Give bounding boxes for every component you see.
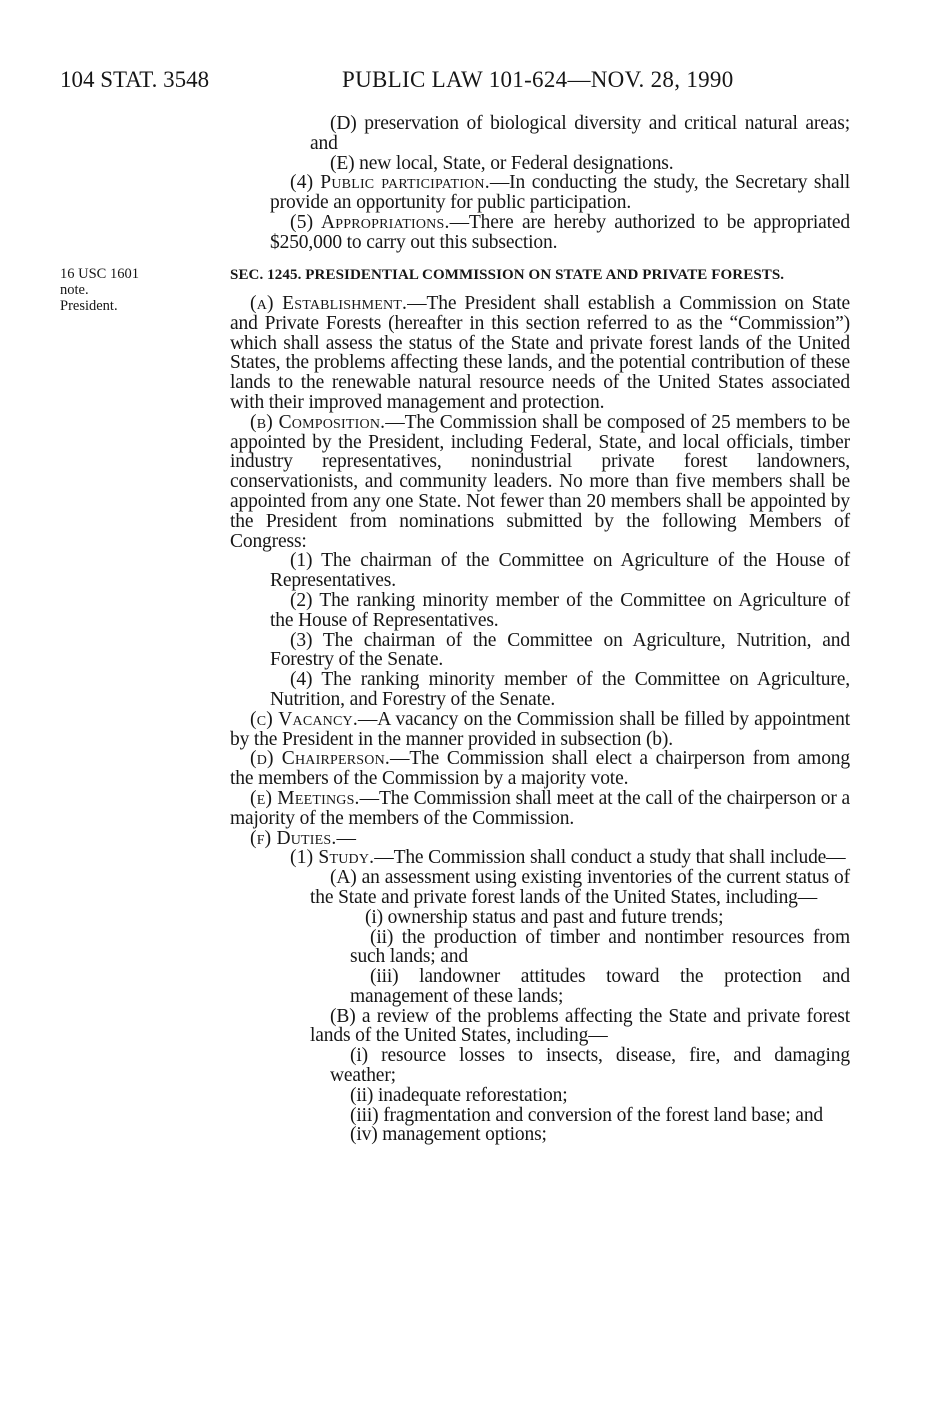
paragraph-f1-heading: (1) Study. [290,847,375,869]
clause-B-iii: (iii) fragmentation and conversion of the forest land base; and [350,1104,824,1126]
clause-d: (D) preservation of biological diversity and critical natural areas; and [310,113,850,154]
clause-e: (E) new local, State, or Federal designations. [330,152,674,174]
subsection-b-item-2: (2) The ranking minority member of the Committee on Agriculture of the House of Representatives. [270,589,850,631]
subsection-f: (f) Duties.— [250,827,356,849]
subsection-b: (b) Composition.—The Commission shall be composed of 25 members to be appointed by the President, including Federal, State, and local officials, timber industry representatives, nonindustrial private forest landowners, conservationists, and community leaders. No more than five members shall be appointed from any one State. Not fewer than 20 members shall be appointed by the President from nominations submitted by the following Members of Congress: [230,411,850,552]
subsection-a-heading: (a) Establishment. [250,293,408,314]
margin-note-usc: 16 USC 1601 [60,266,139,282]
continuation-block [230,114,850,253]
section-heading: SEC. 1245. PRESIDENTIAL COMMISSION ON STATE AND PRIVATE FORESTS. [230,267,785,283]
public-law-citation: PUBLIC LAW 101-624—NOV. 28, 1990 [342,67,734,92]
clause-B-i: (i) resource losses to insects, disease, fire, and damaging weather; [330,1045,850,1087]
clause-B-iv: (iv) management options; [350,1124,547,1146]
clause-A-iii: (iii) landowner attitudes toward the protection and management of these lands; [350,966,850,1007]
subsection-b-item-3: (3) The chairman of the Committee on Agriculture, Nutrition, and Forestry of the Senate. [270,629,850,671]
section-body [230,294,850,1145]
subsection-b-item-4: (4) The ranking minority member of the Committee on Agriculture, Nutrition, and Forestry of the Senate. [270,669,850,710]
subparagraph-A: (A) an assessment using existing inventories of the current status of the State and private forest lands of the United States, including— [310,867,850,908]
clause-B-ii: (ii) inadequate reforestation; [350,1084,568,1106]
subsection-e: (e) Meetings.—The Commission shall meet at the call of the chairperson or a majority of the members of the Commission. [230,787,850,829]
subsection-b-heading: (b) Composition. [250,411,386,433]
subsection-e-heading: (e) Meetings. [250,787,360,809]
subsection-b-item-1: (1) The chairman of the Committee on Agriculture of the House of Representatives. [270,550,850,592]
margin-note-president: President. [60,298,118,314]
clause-A-i: (i) ownership status and past and future trends; [365,906,724,928]
subsection-d: (d) Chairperson.—The Commission shall elect a chairperson from among the members of the Commission by a majority vote. [230,748,850,790]
subparagraph-B: (B) a review of the problems affecting the State and private forest lands of the United States, including— [310,1005,850,1047]
margin-note-note: note. [60,282,89,298]
subsection-c: (c) Vacancy.—A vacancy on the Commission shall be filled by appointment by the President in the manner provided in subsection (b). [230,708,850,750]
margin-note [60,266,220,314]
paragraph-5-heading: (5) Appropriations. [290,211,450,233]
subsection-c-heading: (c) Vacancy. [250,708,358,730]
paragraph-4: (4) Public participation.—In conducting the study, the Secretary shall provide an opportunity for public participation. [270,172,850,214]
clause-A-ii: (ii) the production of timber and nontimber resources from such lands; and [350,926,850,968]
subsection-d-heading: (d) Chairperson. [250,748,390,770]
paragraph-f1: (1) Study.—The Commission shall conduct a study that shall include— [290,847,846,869]
paragraph-4-heading: (4) Public participation. [290,172,490,194]
subsection-a: (a) Establishment.—The President shall establish a Commission on State and Private Forests (hereafter in this section referred to as the “Commission”) which shall assess the status of the State and private forest lands of the United States, the problems affecting these lands, and the potential contribution of these lands to the renewable natural resource needs of the United States associated with their improved management and protection. [230,293,850,413]
stat-page-number: 104 STAT. 3548 [60,67,210,92]
paragraph-5: (5) Appropriations.—There are hereby authorized to be appropriated $250,000 to carry out this subsection. [270,211,850,253]
subsection-f-heading: (f) Duties. [250,827,337,849]
section-heading-block [230,266,850,286]
